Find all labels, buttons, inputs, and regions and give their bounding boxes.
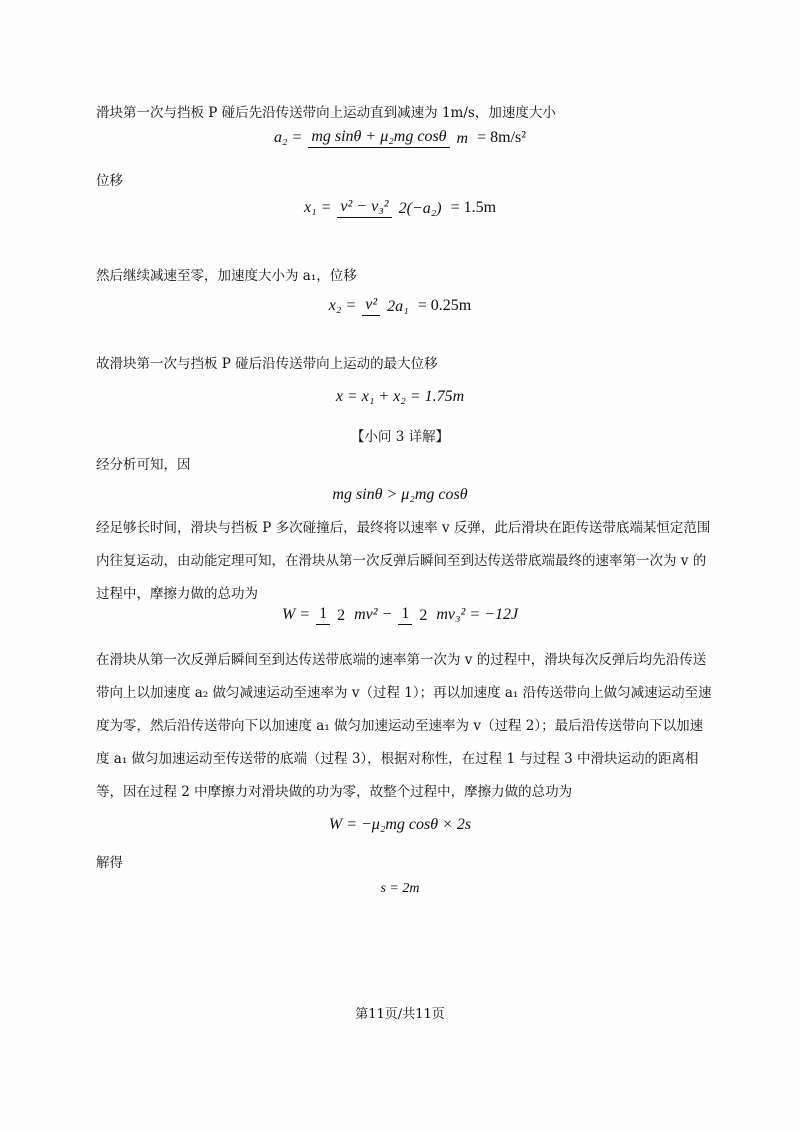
equation-x1-numerator: v² − v₃²	[337, 198, 391, 218]
equation-a2-numerator: mg sinθ + μ₂mg cosθ	[308, 128, 449, 148]
paragraph-2: 位移	[96, 173, 123, 189]
paragraph-5: 经分析可知，因	[96, 457, 191, 473]
equation-work-term-1: mv² −	[354, 606, 393, 623]
equation-x2-numerator: v²	[362, 296, 380, 316]
paragraph-6: 经足够长时间，滑块与挡板 P 多次碰撞后，最终将以速率 v 反弹，此后滑块在距传送带底端某恒定范围内往复运动，由动能定理可知，在滑块从第一次反弹后瞬间至到达传送带底端最终的速率第一次为 v 的过程中，摩擦力做的总功为	[96, 520, 711, 602]
equation-work-term-2: mv₃² = −12J	[436, 606, 519, 623]
equation-x-total: x = x₁ + x₂ = 1.75m	[335, 388, 465, 405]
equation-work-lhs: W =	[281, 606, 311, 623]
equation-work-half-1-num: 1	[316, 605, 330, 625]
equation-inequality: mg sinθ > μ₂mg cosθ	[332, 486, 468, 503]
paragraph-7: 在滑块从第一次反弹后瞬间至到达传送带底端的速率第一次为 v 的过程中，滑块每次反弹后均先沿传送带向上以加速度 a₂ 做匀减速运动至速率为 v（过程 1）；再以加速度 a₁ 沿传送带向上做匀减速运动至速度为零，然后沿传送带向下以加速度 a₁ 做匀加速运动至速率为 v（过程 2）；最后沿传送带向下以加速度 a₁ 做匀加速运动至传送带的底端（过程 3），根据对称性，在过程 1 与过程 3 中滑块运动的距离相等，因在过程 2 中摩擦力对滑块做的功为零，故整个过程中，摩擦力做的总功为	[96, 652, 712, 800]
paragraph-1: 滑块第一次与挡板 P 碰后先沿传送带向上运动直到减速为 1m/s，加速度大小	[96, 105, 556, 121]
equation-x2-fraction	[362, 296, 411, 316]
equation-a2-fraction	[308, 128, 471, 148]
equation-work-half-2	[398, 605, 430, 625]
equation-x2	[0, 296, 800, 316]
equation-x1-denominator: 2(−a₂)	[398, 199, 442, 217]
equation-a2	[0, 128, 800, 148]
equation-work-half-1-den: 2	[337, 606, 346, 624]
equation-x1-fraction	[337, 198, 444, 218]
paragraph-8: 解得	[96, 855, 123, 871]
equation-result: s = 2m	[380, 881, 420, 896]
equation-work-half-1	[316, 605, 348, 625]
paragraph-3: 然后继续减速至零，加速度大小为 a₁，位移	[96, 268, 357, 284]
equation-x1-rhs: = 1.5m	[450, 199, 497, 216]
equation-friction-work: W = −μ₂mg cosθ × 2s	[328, 816, 472, 833]
section-heading: 【小问 3 详解】	[350, 429, 450, 445]
equation-x2-denominator: 2a₁	[387, 297, 409, 315]
equation-a2-lhs: a₂ =	[273, 129, 303, 146]
page-footer: 第11页/共11页	[355, 1007, 445, 1022]
equation-a2-rhs: = 8m/s²	[477, 129, 527, 146]
equation-work-half-2-den: 2	[419, 606, 428, 624]
equation-x1-lhs: x₁ =	[303, 199, 332, 216]
equation-x2-rhs: = 0.25m	[417, 297, 472, 314]
equation-work-half-2-num: 1	[398, 605, 412, 625]
paragraph-4: 故滑块第一次与挡板 P 碰后沿传送带向上运动的最大位移	[96, 356, 438, 372]
equation-work	[0, 605, 800, 625]
equation-x2-lhs: x₂ =	[328, 297, 357, 314]
equation-a2-denominator: m	[456, 129, 469, 147]
equation-x1	[0, 198, 800, 218]
